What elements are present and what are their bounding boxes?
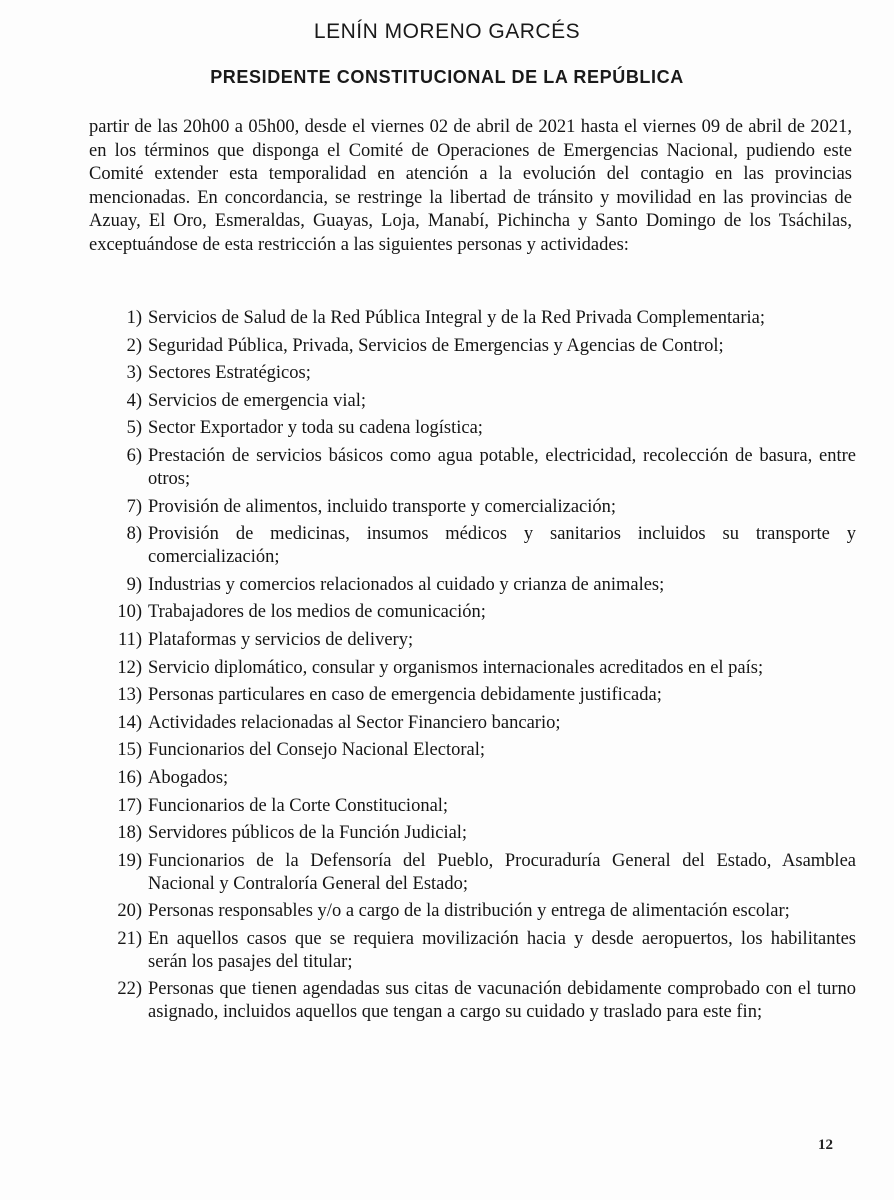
list-item [108, 445, 856, 491]
list-item-number: 18) [117, 823, 142, 844]
list-item-text: En aquellos casos que se requiera movilización hacia y desde aeropuertos, los habilitantes serán los pasajes del titular; [148, 928, 856, 972]
list-item [108, 850, 856, 896]
list-item-text: Servicios de Salud de la Red Pública Integral y de la Red Privada Complementaria; [148, 308, 766, 328]
list-item-text: Funcionarios del Consejo Nacional Electoral; [148, 740, 486, 761]
list-item-text: Industrias y comercios relacionados al cuidado y crianza de animales; [148, 574, 665, 595]
list-item-number: 6) [126, 445, 142, 466]
list-item [108, 601, 856, 624]
list-item-number: 22) [117, 979, 142, 1000]
list-item-text: Prestación de servicios básicos como agua potable, electricidad, recolección de basura, entre otros; [148, 445, 856, 489]
list-item-text: Trabajadores de los medios de comunicación; [148, 602, 486, 623]
list-item [108, 684, 856, 707]
list-item [108, 629, 856, 652]
page-number: 12 [818, 1137, 833, 1153]
list-item-text: Personas que tienen agendadas sus citas de vacunación debidamente comprobado con el turno asignado, incluidos aquellos que tengan a cargo su cuidado y traslado para este fin; [148, 979, 856, 1023]
list-item [108, 307, 856, 330]
list-item [108, 362, 856, 385]
list-item-number: 11) [118, 629, 142, 650]
list-item-text: Funcionarios de la Corte Constitucional; [148, 795, 449, 816]
list-item-text: Plataformas y servicios de delivery; [148, 629, 414, 650]
list-item-number: 17) [117, 795, 142, 816]
list-item-text: Actividades relacionadas al Sector Financiero bancario; [148, 712, 561, 733]
list-item [108, 335, 856, 358]
list-item-text: Sectores Estratégicos; [148, 363, 311, 384]
list-item-text: Personas particulares en caso de emergencia debidamente justificada; [148, 685, 662, 706]
list-item [108, 712, 856, 735]
list-item-text: Abogados; [148, 767, 229, 788]
list-item-number: 7) [126, 496, 142, 517]
list-item [108, 978, 856, 1024]
list-item-text: Sector Exportador y toda su cadena logística; [148, 418, 483, 439]
list-item [108, 767, 856, 790]
list-item [108, 822, 856, 845]
list-item [108, 739, 856, 762]
list-item-number: 10) [117, 602, 142, 623]
list-item-text: Seguridad Pública, Privada, Servicios de Emergencias y Agencias de Control; [148, 335, 724, 356]
list-item [108, 496, 856, 519]
list-item [108, 574, 856, 597]
list-item [108, 928, 856, 974]
list-item-number: 9) [126, 574, 142, 595]
list-item-number: 15) [117, 740, 142, 761]
list-item-number: 2) [126, 335, 142, 356]
list-item-number: 16) [117, 767, 142, 788]
list-item [108, 523, 856, 569]
list-item-number: 14) [117, 712, 142, 733]
list-item-text: Personas responsables y/o a cargo de la distribución y entrega de alimentación escolar; [148, 901, 790, 922]
exceptions-list [108, 307, 856, 1029]
list-item-number: 8) [126, 524, 142, 545]
list-item [108, 417, 856, 440]
list-item-number: 3) [126, 363, 142, 384]
list-item-text: Provisión de alimentos, incluido transporte y comercialización; [148, 496, 617, 517]
list-item [108, 795, 856, 818]
list-item-text: Servidores públicos de la Función Judicial; [148, 823, 468, 844]
list-item-number: 1) [126, 308, 142, 328]
list-item [108, 900, 856, 923]
list-item-text: Provisión de medicinas, insumos médicos y sanitarios incluidos su transporte y comercialización; [148, 524, 856, 568]
list-item-number: 12) [117, 657, 142, 678]
list-item [108, 657, 856, 680]
list-item-text: Servicio diplomático, consular y organismos internacionales acreditados en el país; [148, 657, 764, 678]
intro-paragraph: partir de las 20h00 a 05h00, desde el viernes 02 de abril de 2021 hasta el viernes 09 de abril de 2021, en los términos que disponga el Comité de Operaciones de Emergencias Nacional, pudiendo este Comité extender esta temporalidad en atención a la evolución del contagio en las provincias mencionadas. En concordancia, se restringe la libertad de tránsito y movilidad en las provincias de Azuay, El Oro, Esmeraldas, Guayas, Loja, Manabí, Pichincha y Santo Domingo de los Tsáchilas, exceptuándose de esta restricción a las siguientes personas y actividades: [89, 117, 852, 255]
list-item-text: Funcionarios de la Defensoría del Pueblo, Procuraduría General del Estado, Asamblea Nacional y Contraloría General del Estado; [148, 850, 856, 894]
list-item-number: 4) [126, 390, 142, 411]
author-title: PRESIDENTE CONSTITUCIONAL DE LA REPÚBLICA [210, 67, 684, 87]
author-name: LENÍN MORENO GARCÉS [313, 20, 581, 43]
list-item-number: 20) [117, 901, 142, 922]
list-item-text: Servicios de emergencia vial; [148, 390, 366, 411]
list-item-number: 13) [117, 685, 142, 706]
list-item-number: 5) [126, 418, 142, 439]
list-item [108, 390, 856, 413]
list-item-number: 19) [117, 850, 142, 871]
list-item-number: 21) [117, 928, 142, 949]
